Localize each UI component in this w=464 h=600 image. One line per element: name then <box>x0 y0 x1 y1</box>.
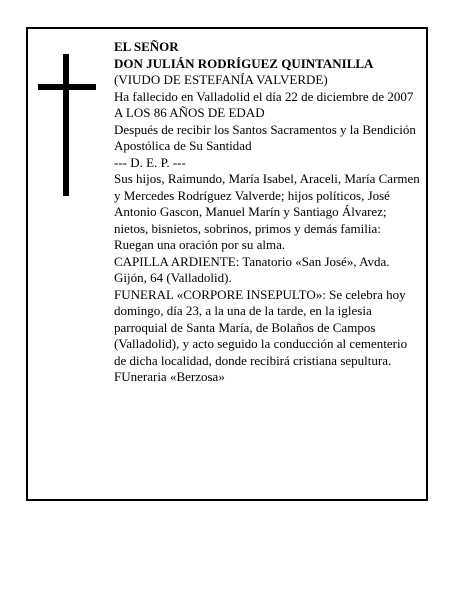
funeral-info: FUNERAL «CORPORE INSEPULTO»: Se celebra hoy domingo, día 23, a la una de la tarde, en la iglesia parroquial de Santa María, de Bolaños de Campos (Valladolid), y acto seguido la conducción al cementerio de dicha localidad, donde recibirá cristiana sepultura. <box>114 286 408 368</box>
chapel-info: CAPILLA ARDIENTE: Tanatorio «San José», Avda. Gijón, 64 (Valladolid). <box>114 253 390 285</box>
deceased-name: DON JULIÁN RODRÍGUEZ QUINTANILLA <box>114 55 374 71</box>
prayer-request: Ruegan una oración por su alma. <box>114 237 286 252</box>
cross-horizontal-bar <box>38 84 96 90</box>
widower-of: (VIUDO DE ESTEFANÍA VALVERDE) <box>114 72 328 87</box>
rip-line: --- D. E. P. --- <box>114 154 186 170</box>
obituary-title: EL SEÑOR <box>114 39 179 54</box>
cross-vertical-bar <box>63 54 69 196</box>
age-statement: A LOS 86 AÑOS DE EDAD <box>114 105 265 120</box>
death-statement: Ha fallecido en Valladolid el día 22 de diciembre de 2007 <box>114 88 414 104</box>
family-statement: Sus hijos, Raimundo, María Isabel, Araceli, María Carmen y Mercedes Rodríguez Valverde; hijos políticos, José Antonio Gascon, Manuel Marín y Santiago Álvarez; nietos, bisnietos, sobrinos, primos y demás familia: <box>114 171 420 236</box>
funeral-home: FUneraria «Berzosa» <box>114 369 225 384</box>
sacraments-statement: Después de recibir los Santos Sacramentos y la Bendición Apostólica de Su Santidad <box>114 121 416 153</box>
obituary-text <box>114 39 422 386</box>
